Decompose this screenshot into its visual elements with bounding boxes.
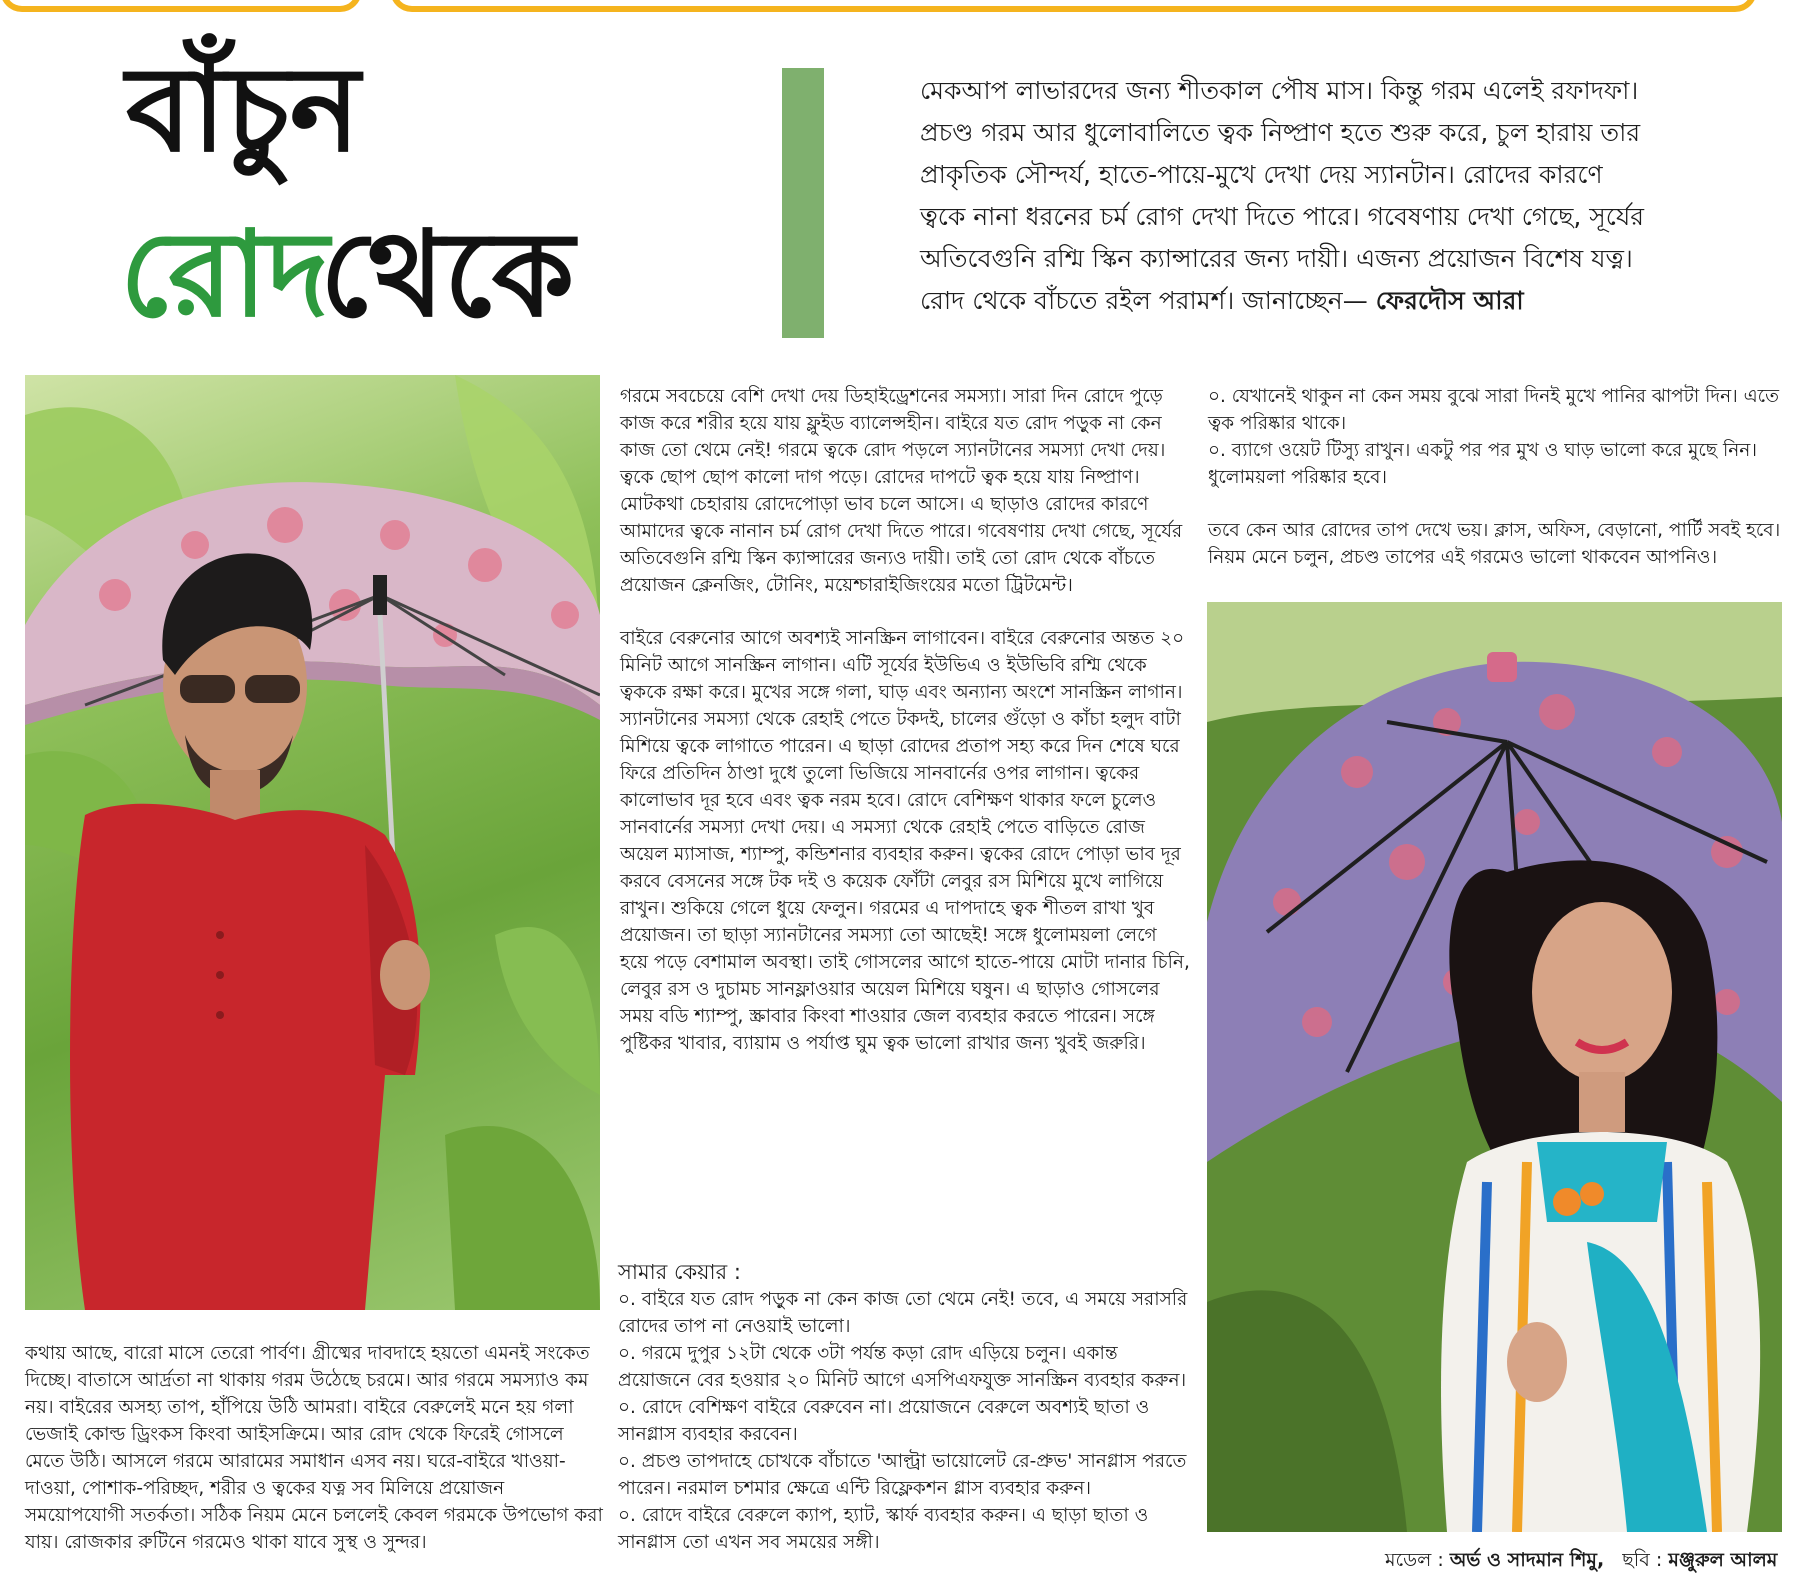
right-tip: ০. যেখানেই থাকুন না কেন সময় বুঝে সারা দিনই মুখে পানির ঝাপটা দিন। এতে ত্বক পরিষ্কার থাকে। <box>1208 386 1780 434</box>
author-name: ফেরদৌস আরা <box>1375 286 1524 315</box>
top-border-left <box>0 0 362 12</box>
intro-line: অতিবেগুনি রশ্মি স্কিন ক্যান্সারের জন্য দায়ী। এজন্য প্রয়োজন বিশেষ যত্ন। <box>920 244 1633 273</box>
summer-care-section <box>618 1258 1188 1556</box>
accent-bar <box>782 68 824 338</box>
summer-care-tip: ০. প্রচণ্ড তাপদাহে চোখকে বাঁচাতে 'আল্ট্রা ভায়োলেট রে-প্রুভ' সানগ্লাস পরতে পারেন। নরমাল চশমার ক্ষেত্রে এন্টি রিফ্লেকশন গ্লাস ব্যবহার করুন। <box>618 1451 1187 1499</box>
closing-paragraph: তবে কেন আর রোদের তাপ দেখে ভয়। ক্লাস, অফিস, বেড়ানো, পার্টি সবই হবে। নিয়ম মেনে চলুন, প্রচণ্ড তাপের এই গরমেও ভালো থাকবেন আপনিও। <box>1208 520 1781 568</box>
intro-paragraph <box>920 70 1750 322</box>
opening-paragraph: কথায় আছে, বারো মাসে তেরো পার্বণ। গ্রীষ্মের দাবদাহে হয়তো এমনই সংকেত দিচ্ছে। বাতাসে আর্দ্রতা না থাকায় গরম উঠেছে চরমে। আর গরমে সমস্যাও কম নয়। বাইরের অসহ্য তাপ, হাঁপিয়ে উঠি আমরা। বাইরে বেরুলেই মনে হয় গলা ভেজাই কোল্ড ড্রিংকস কিংবা আইসক্রিমে। আর রোদ থেকে ফিরেই গোসলে মেতে উঠি। আসলে গরমে আরামের সমাধান এসব নয়। ঘরে-বাইরে খাওয়া-দাওয়া, পোশাক-পরিচ্ছদ, শরীর ও ত্বকের যত্ন সব মিলিয়ে প্রয়োজন সময়োপযোগী সতর্কতা। সঠিক নিয়ম মেনে চললেই কেবল গরমকে উপভোগ করা যায়। রোজকার রুটিনে গরমেও থাকা যাবে সুস্থ ও সুন্দর। <box>25 1343 603 1553</box>
right-tip: ০. ব্যাগে ওয়েট টিস্যু রাখুন। একটু পর পর মুখ ও ঘাড় ভালো করে মুছে নিন। ধুলোময়লা পরিষ্কার হবে। <box>1208 440 1757 488</box>
photo-male-model-umbrella <box>25 375 600 1310</box>
female-model-illustration <box>1207 602 1782 1532</box>
summer-care-tip: ০. বাইরে যত রোদ পড়ুক না কেন কাজ তো থেমে নেই! তবে, এ সময়ে সরাসরি রোদের তাপ না নেওয়াই ভালো। <box>618 1289 1188 1337</box>
photo-label: ছবি : <box>1622 1549 1663 1571</box>
model-label: মডেল : <box>1385 1549 1444 1571</box>
right-column <box>1208 383 1783 571</box>
middle-paragraph-2: বাইরে বেরুনোর আগে অবশ্যই সানস্ক্রিন লাগাবেন। বাইরে বেরুনোর অন্তত ২০ মিনিট আগে সানস্ক্রিন লাগান। এটি সূর্যের ইউভিএ ও ইউভিবি রশ্মি থেকে ত্বককে রক্ষা করে। মুখের সঙ্গে গলা, ঘাড় এবং অন্যান্য অংশে সানস্ক্রিন লাগান। স্যানটানের সমস্যা থেকে রেহাই পেতে টকদই, চালের গুঁড়ো ও কাঁচা হলুদ বাটা মিশিয়ে ত্বকে লাগাতে পারেন। এ ছাড়া রোদের প্রতাপ সহ্য করে দিন শেষে ঘরে ফিরে প্রতিদিন ঠাণ্ডা দুধে তুলো ভিজিয়ে সানবার্নের ওপর লাগান। ত্বকের কালোভাব দূর হবে এবং ত্বক নরম হবে। রোদে বেশিক্ষণ থাকার ফলে চুলেও সানবার্নের সমস্যা দেখা দেয়। এ সমস্যা থেকে রেহাই পেতে বাড়িতে রোজ অয়েল ম্যাসাজ, শ্যাম্পু, কন্ডিশনার ব্যবহার করুন। ত্বকের রোদে পোড়া ভাব দূর করবে বেসনের সঙ্গে টক দই ও কয়েক ফোঁটা লেবুর রস মিশিয়ে মুখে লাগিয়ে রাখুন। শুকিয়ে গেলে ধুয়ে ফেলুন। গরমের এ দাপদাহে ত্বক শীতল রাখা খুব প্রয়োজন। তা ছাড়া স্যানটানের সমস্যা তো আছেই! সঙ্গে ধুলোময়লা লেগে হয়ে পড়ে বেশামাল অবস্থা। তাই গোসলের আগে হাতে-পায়ে মোটা দানার চিনি, লেবুর রস ও দুচামচ সানফ্লাওয়ার অয়েল মিশিয়ে ঘষুন। এ ছাড়াও গোসলের সময় বডি শ্যাম্পু, স্ক্রাবার কিংবা শাওয়ার জেল ব্যবহার করতে পারেন। সঙ্গে পুষ্টিকর খাবার, ব্যায়াম ও পর্যাপ্ত ঘুম ত্বক ভালো রাখার জন্য খুবই জরুরি। <box>620 628 1190 1054</box>
middle-paragraph-1: গরমে সবচেয়ে বেশি দেখা দেয় ডিহাইড্রেশনের সমস্যা। সারা দিন রোদে পুড়ে কাজ করে শরীর হয়ে যায় ফ্লুইড ব্যালেন্সহীন। বাইরে যত রোদ পড়ুক না কেন কাজ তো থেমে নেই! গরমে ত্বকে রোদ পড়লে স্যানটানের সমস্যা দেখা দেয়। ত্বকে ছোপ ছোপ কালো দাগ পড়ে। রোদের দাপটে ত্বক হয়ে যায় নিষ্প্রাণ। মোটকথা চেহারায় রোদেপোড়া ভাব চলে আসে। এ ছাড়াও রোদের কারণে আমাদের ত্বকে নানান চর্ম রোগ দেখা দিতে পারে। গবেষণায় দেখা গেছে, সূর্যের অতিবেগুনি রশ্মি স্কিন ক্যান্সারের জন্যও দায়ী। তাই তো রোদ থেকে বাঁচতে প্রয়োজন ক্লেনজিং, টোনিং, ময়েশ্চারাইজিংয়ের মতো ট্রিটমেন্ট। <box>620 386 1183 596</box>
summer-care-title: সামার কেয়ার : <box>618 1260 741 1284</box>
male-model-illustration <box>25 375 600 1310</box>
top-border-right <box>390 0 1757 12</box>
model-names: অর্ভ ও সাদমান শিমু, <box>1449 1549 1605 1571</box>
intro-lead: রোদ থেকে বাঁচতে রইল পরামর্শ। জানাচ্ছেন— <box>920 286 1368 315</box>
photographer-name: মঞ্জুরুল আলম <box>1668 1549 1778 1571</box>
intro-line: প্রাকৃতিক সৌন্দর্য, হাতে-পায়ে-মুখে দেখা দেয় স্যানটান। রোদের কারণে <box>920 160 1603 189</box>
left-bottom-paragraph <box>25 1340 605 1556</box>
headline-line-2-green: রোদ <box>120 204 329 343</box>
intro-line: ত্বকে নানা ধরনের চর্ম রোগ দেখা দিতে পারে। গবেষণায় দেখা গেছে, সূর্যের <box>920 202 1645 231</box>
intro-line: মেকআপ লাভারদের জন্য শীতকাল পৌষ মাস। কিন্তু গরম এলেই রফাদফা। <box>920 76 1639 105</box>
photo-female-model-umbrella <box>1207 602 1782 1532</box>
summer-care-tip: ০. গরমে দুপুর ১২টা থেকে ৩টা পর্যন্ত কড়া রোদ এড়িয়ে চলুন। একান্ত প্রয়োজনে বের হওয়ার ২০ মিনিট আগে এসপিএফযুক্ত সানস্ক্রিন ব্যবহার করুন। <box>618 1343 1187 1391</box>
headline-line-1: বাঁচুন <box>126 39 361 178</box>
intro-line: প্রচণ্ড গরম আর ধুলোবালিতে ত্বক নিষ্প্রাণ হতে শুরু করে, চুল হারায় তার <box>920 118 1641 147</box>
summer-care-tip: ০. রোদে বাইরে বেরুলে ক্যাপ, হ্যাট, স্কার্ফ ব্যবহার করুন। এ ছাড়া ছাতা ও সানগ্লাস তো এখন সব সময়ের সঙ্গী। <box>618 1505 1149 1553</box>
headline-line-2-black: থেকে <box>320 204 575 343</box>
intro-last-line <box>920 280 1750 322</box>
photo-credit <box>1385 1548 1777 1572</box>
middle-column <box>620 383 1190 1057</box>
summer-care-tip: ০. রোদে বেশিক্ষণ বাইরে বেরুবেন না। প্রয়োজনে বেরুলে অবশ্যই ছাতা ও সানগ্লাস ব্যবহার করবেন। <box>618 1397 1150 1445</box>
